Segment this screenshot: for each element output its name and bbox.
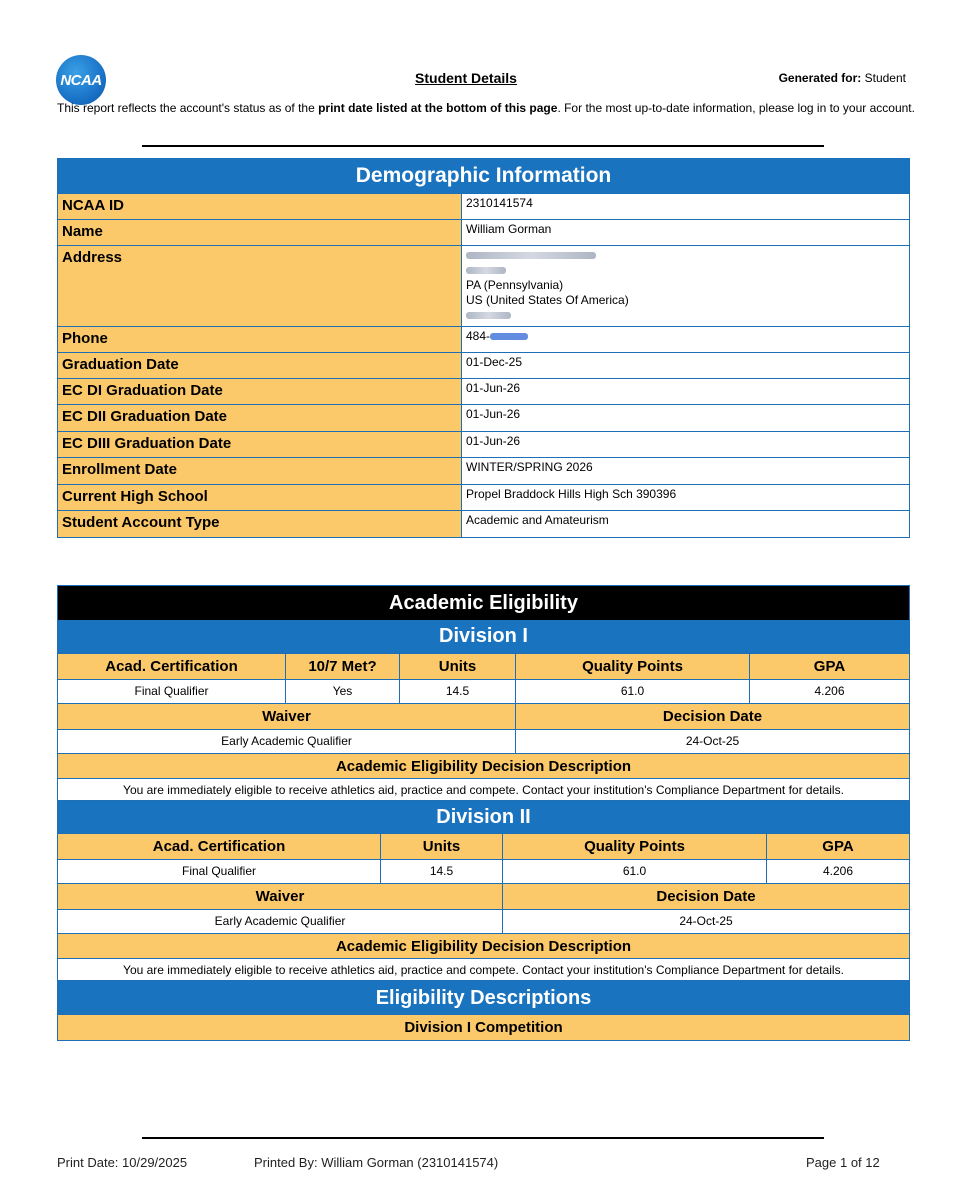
label-phone: Phone: [58, 327, 462, 352]
d2-header-quality-points: Quality Points: [503, 834, 767, 859]
d1-desc-header: Academic Eligibility Decision Description: [58, 753, 909, 778]
division-1-waiver-header-row: [58, 703, 909, 729]
label-ncaa-id: NCAA ID: [58, 194, 462, 219]
label-ec-di-graduation: EC DI Graduation Date: [58, 379, 462, 404]
row-graduation-date: [58, 352, 909, 378]
division-2-title: Division II: [58, 800, 909, 833]
row-name: [58, 219, 909, 245]
print-date: Print Date: 10/29/2025: [57, 1155, 188, 1170]
phone-visible: 484-: [466, 329, 491, 343]
d1-value-waiver: Early Academic Qualifier: [58, 730, 516, 753]
eligibility-division-1-competition: Division I Competition: [58, 1014, 909, 1040]
printed-by: Printed By: William Gorman (2310141574): [254, 1155, 499, 1170]
label-address: Address: [58, 246, 462, 326]
row-ncaa-id: [58, 193, 909, 219]
disclaimer: [57, 101, 917, 116]
d1-header-acad-cert: Acad. Certification: [58, 654, 286, 679]
value-graduation-date: 01-Dec-25: [462, 353, 909, 378]
demographic-title: Demographic Information: [58, 159, 909, 193]
label-ec-dii-graduation: EC DII Graduation Date: [58, 405, 462, 431]
row-enrollment-date: [58, 457, 909, 484]
academic-eligibility-title: Academic Eligibility: [58, 586, 909, 620]
value-current-high-school: Propel Braddock Hills High Sch 390396: [462, 485, 909, 510]
phone-redacted: [490, 333, 528, 340]
label-current-high-school: Current High School: [58, 485, 462, 510]
division-1-header-row: [58, 653, 909, 679]
value-student-account-type: Academic and Amateurism: [462, 511, 909, 537]
d2-header-decision-date: Decision Date: [503, 884, 909, 909]
label-student-account-type: Student Account Type: [58, 511, 462, 537]
d2-value-decision-date: 24-Oct-25: [503, 910, 909, 933]
d1-header-decision-date: Decision Date: [516, 704, 909, 729]
row-ec-di-graduation: [58, 378, 909, 404]
disclaimer-pre: This report reflects the account's status as of the: [57, 101, 319, 115]
value-address: [462, 246, 909, 326]
division-2-value-row: [58, 859, 909, 883]
row-ec-dii-graduation: [58, 404, 909, 431]
d1-header-gpa: GPA: [750, 654, 909, 679]
row-address: [58, 245, 909, 326]
division-1-title: Division I: [58, 620, 909, 653]
d2-value-waiver: Early Academic Qualifier: [58, 910, 503, 933]
d2-header-gpa: GPA: [767, 834, 909, 859]
disclaimer-bold: print date listed at the bottom of this page: [318, 101, 558, 115]
d1-value-decision-date: 24-Oct-25: [516, 730, 909, 753]
generated-for-value: Student: [864, 71, 906, 85]
label-name: Name: [58, 220, 462, 245]
d1-header-quality-points: Quality Points: [516, 654, 750, 679]
d1-header-waiver: Waiver: [58, 704, 516, 729]
demographic-table: [57, 158, 910, 538]
division-1-waiver-value-row: [58, 729, 909, 753]
d2-desc-header: Academic Eligibility Decision Description: [58, 933, 909, 958]
address-line-redacted-1: [466, 248, 905, 263]
generated-for-label: Generated for:: [778, 71, 862, 85]
division-2-waiver-value-row: [58, 909, 909, 933]
d2-value-gpa: 4.206: [767, 860, 909, 883]
address-country: US (United States Of America): [466, 293, 629, 307]
d2-value-units: 14.5: [381, 860, 503, 883]
page-number: Page 1 of 12: [806, 1155, 880, 1170]
value-enrollment-date: WINTER/SPRING 2026: [462, 458, 909, 484]
value-ec-dii-graduation: 01-Jun-26: [462, 405, 909, 431]
logo-text: NCAA: [60, 71, 102, 89]
d2-header-waiver: Waiver: [58, 884, 503, 909]
division-2-waiver-header-row: [58, 883, 909, 909]
row-phone: [58, 326, 909, 352]
d2-desc-value: You are immediately eligible to receive athletics aid, practice and compete. Contact your institution's Compliance Department for details.: [58, 958, 909, 980]
value-phone: [462, 327, 909, 352]
d1-header-10-7: 10/7 Met?: [286, 654, 400, 679]
d1-value-acad-cert: Final Qualifier: [58, 680, 286, 703]
d1-value-10-7: Yes: [286, 680, 400, 703]
disclaimer-post: . For the most up-to-date information, please log in to your account.: [557, 101, 915, 115]
d2-value-quality-points: 61.0: [503, 860, 767, 883]
page-title: Student Details: [415, 70, 517, 86]
division-1-value-row: [58, 679, 909, 703]
address-line-redacted-2: [466, 263, 905, 278]
row-current-high-school: [58, 484, 909, 510]
value-ec-di-graduation: 01-Jun-26: [462, 379, 909, 404]
address-line-redacted-3: [466, 308, 905, 323]
d1-value-gpa: 4.206: [750, 680, 909, 703]
d1-header-units: Units: [400, 654, 516, 679]
division-2-header-row: [58, 833, 909, 859]
label-enrollment-date: Enrollment Date: [58, 458, 462, 484]
d1-value-units: 14.5: [400, 680, 516, 703]
d2-value-acad-cert: Final Qualifier: [58, 860, 381, 883]
value-name: William Gorman: [462, 220, 909, 245]
label-ec-diii-graduation: EC DIII Graduation Date: [58, 432, 462, 457]
d1-desc-value: You are immediately eligible to receive athletics aid, practice and compete. Contact your institution's Compliance Department for details.: [58, 778, 909, 800]
eligibility-descriptions-title: Eligibility Descriptions: [58, 980, 909, 1014]
generated-for: [779, 71, 906, 85]
academic-eligibility-table: [57, 585, 910, 1041]
row-student-account-type: [58, 510, 909, 537]
row-ec-diii-graduation: [58, 431, 909, 457]
footer-divider: [142, 1137, 824, 1139]
value-ncaa-id: 2310141574: [462, 194, 909, 219]
label-graduation-date: Graduation Date: [58, 353, 462, 378]
value-ec-diii-graduation: 01-Jun-26: [462, 432, 909, 457]
header-divider: [142, 145, 824, 147]
d2-header-units: Units: [381, 834, 503, 859]
d1-value-quality-points: 61.0: [516, 680, 750, 703]
address-state: PA (Pennsylvania): [466, 278, 564, 292]
d2-header-acad-cert: Acad. Certification: [58, 834, 381, 859]
